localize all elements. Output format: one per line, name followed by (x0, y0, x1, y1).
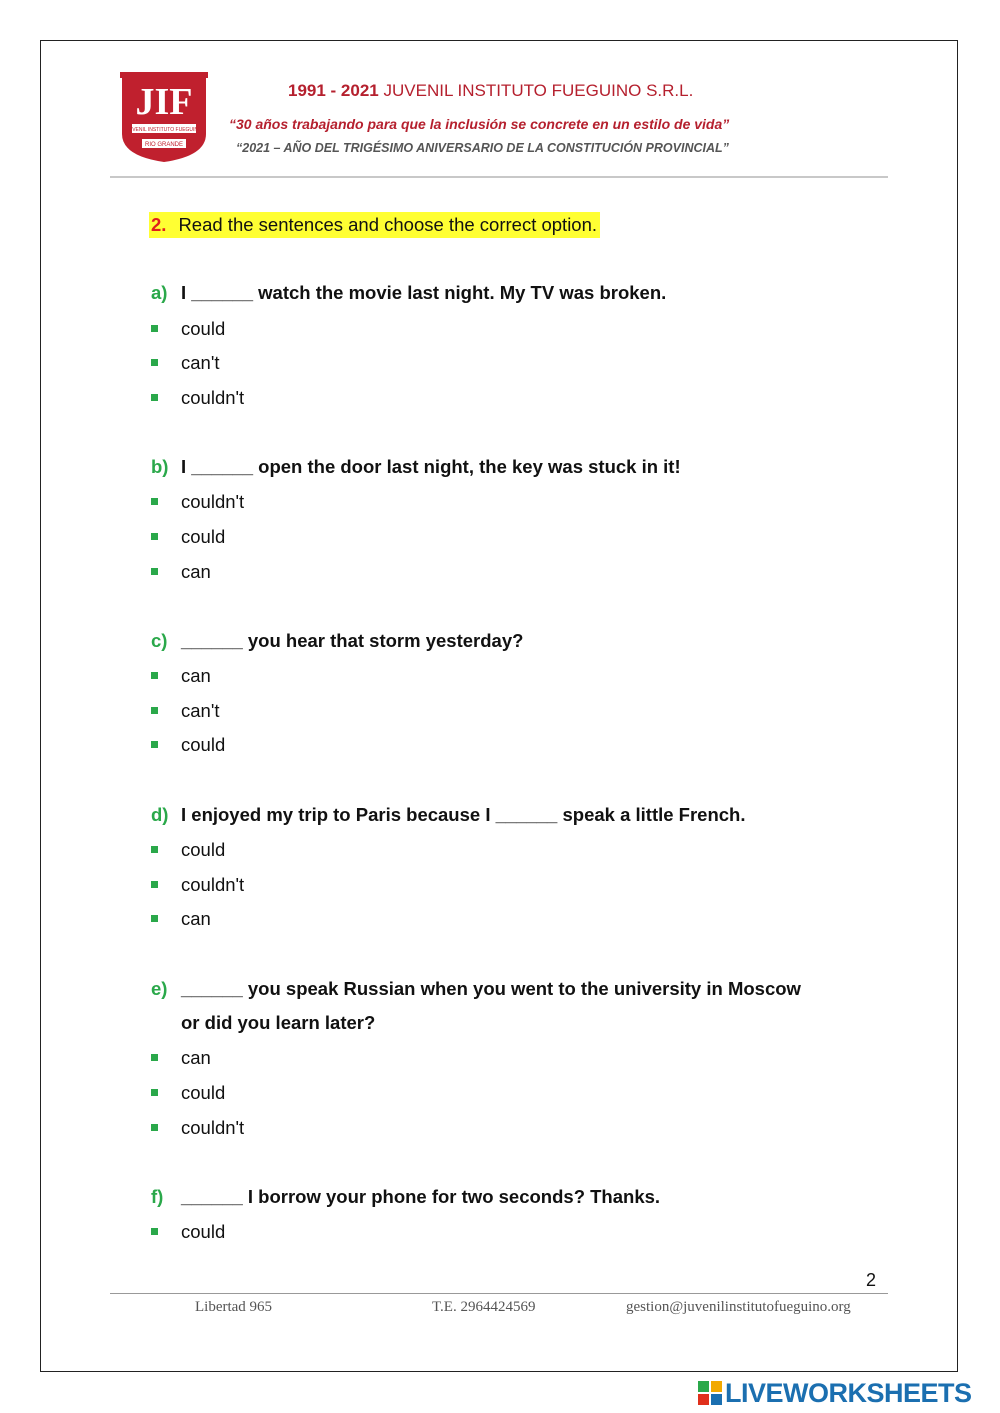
option-label: couldn't (181, 387, 245, 408)
bullet-icon (151, 707, 158, 714)
logo-city: RIO GRANDE (144, 142, 184, 148)
question-text: I ______ watch the movie last night. My TV was broken. (181, 282, 667, 303)
option-label: could (181, 839, 226, 860)
option-label: could (181, 318, 226, 339)
instruction-number: 2. (151, 214, 167, 235)
bullet-icon (151, 741, 158, 748)
question-b (151, 456, 681, 478)
liveworksheets-logo-icon (698, 1381, 722, 1405)
option-label: can (181, 561, 211, 582)
bullet-icon (151, 1054, 158, 1061)
question-a (151, 282, 666, 304)
option-c-3[interactable] (151, 734, 225, 756)
footer-divider (110, 1293, 888, 1294)
header-years: 1991 - 2021 (288, 81, 379, 100)
question-f (151, 1186, 660, 1208)
bullet-icon (151, 1089, 158, 1096)
option-d-1[interactable] (151, 839, 225, 861)
bullet-icon (151, 394, 158, 401)
question-text: I ______ open the door last night, the key was stuck in it! (181, 456, 681, 477)
option-label: couldn't (181, 874, 245, 895)
school-logo-icon (120, 72, 208, 164)
option-label: could (181, 526, 226, 547)
bullet-icon (151, 881, 158, 888)
option-d-3[interactable] (151, 908, 211, 930)
option-label: can (181, 1047, 211, 1068)
bullet-icon (151, 568, 158, 575)
question-d (151, 804, 746, 826)
option-label: can't (181, 352, 220, 373)
option-a-1[interactable] (151, 318, 225, 340)
page-number: 2 (866, 1270, 877, 1290)
option-c-2[interactable] (151, 700, 220, 722)
header-anniversary: “2021 – AÑO DEL TRIGÉSIMO ANIVERSARIO DE LA CONSTITUCIÓN PROVINCIAL” (236, 141, 729, 155)
option-label: could (181, 1221, 226, 1242)
option-e-2[interactable] (151, 1082, 225, 1104)
option-a-2[interactable] (151, 352, 220, 374)
footer-phone: T.E. 2964424569 (432, 1299, 536, 1315)
bullet-icon (151, 915, 158, 922)
question-text: I enjoyed my trip to Paris because I ______ speak a little French. (181, 804, 746, 825)
bullet-icon (151, 846, 158, 853)
option-label: could (181, 734, 226, 755)
question-letter: d) (151, 804, 169, 825)
question-e-continuation: or did you learn later? (181, 1012, 376, 1033)
option-d-2[interactable] (151, 874, 244, 896)
question-letter: b) (151, 456, 169, 477)
instruction-text: Read the sentences and choose the correct option. (178, 214, 598, 235)
option-b-1[interactable] (151, 491, 244, 513)
logo-text: JIF (135, 81, 193, 123)
instruction (149, 212, 600, 238)
option-b-2[interactable] (151, 526, 225, 548)
footer-email: gestion@juvenilinstitutofueguino.org (626, 1299, 851, 1315)
option-e-3[interactable] (151, 1117, 244, 1139)
liveworksheets-name: LIVEWORKSHEETS (725, 1377, 972, 1408)
option-c-1[interactable] (151, 665, 211, 687)
option-label: can't (181, 700, 220, 721)
header-divider (110, 176, 888, 178)
bullet-icon (151, 672, 158, 679)
option-label: couldn't (181, 491, 245, 512)
question-letter: e) (151, 978, 168, 999)
question-c (151, 630, 523, 652)
question-letter: a) (151, 282, 168, 303)
option-label: could (181, 1082, 226, 1103)
option-f-1[interactable] (151, 1221, 225, 1243)
option-label: can (181, 908, 211, 929)
header-motto: “30 años trabajando para que la inclusión se concrete en un estilo de vida” (229, 116, 730, 132)
option-a-3[interactable] (151, 387, 244, 409)
bullet-icon (151, 325, 158, 332)
question-e (151, 978, 801, 1000)
bullet-icon (151, 498, 158, 505)
option-label: can (181, 665, 211, 686)
option-label: couldn't (181, 1117, 245, 1138)
header-title (288, 81, 693, 101)
bullet-icon (151, 359, 158, 366)
question-letter: f) (151, 1186, 164, 1207)
question-text: ______ you hear that storm yesterday? (181, 630, 524, 651)
liveworksheets-brand[interactable] (698, 1378, 972, 1408)
option-e-1[interactable] (151, 1047, 211, 1069)
option-b-3[interactable] (151, 561, 211, 583)
header-school-name: JUVENIL INSTITUTO FUEGUINO S.R.L. (383, 81, 694, 100)
question-text: ______ I borrow your phone for two seconds? Thanks. (181, 1186, 661, 1207)
bullet-icon (151, 1228, 158, 1235)
logo-subtext: JUVENIL INSTITUTO FUEGUINO (126, 127, 202, 133)
footer-address: Libertad 965 (195, 1299, 273, 1315)
question-letter: c) (151, 630, 168, 651)
bullet-icon (151, 1124, 158, 1131)
bullet-icon (151, 533, 158, 540)
question-text: ______ you speak Russian when you went to the university in Moscow (181, 978, 801, 999)
